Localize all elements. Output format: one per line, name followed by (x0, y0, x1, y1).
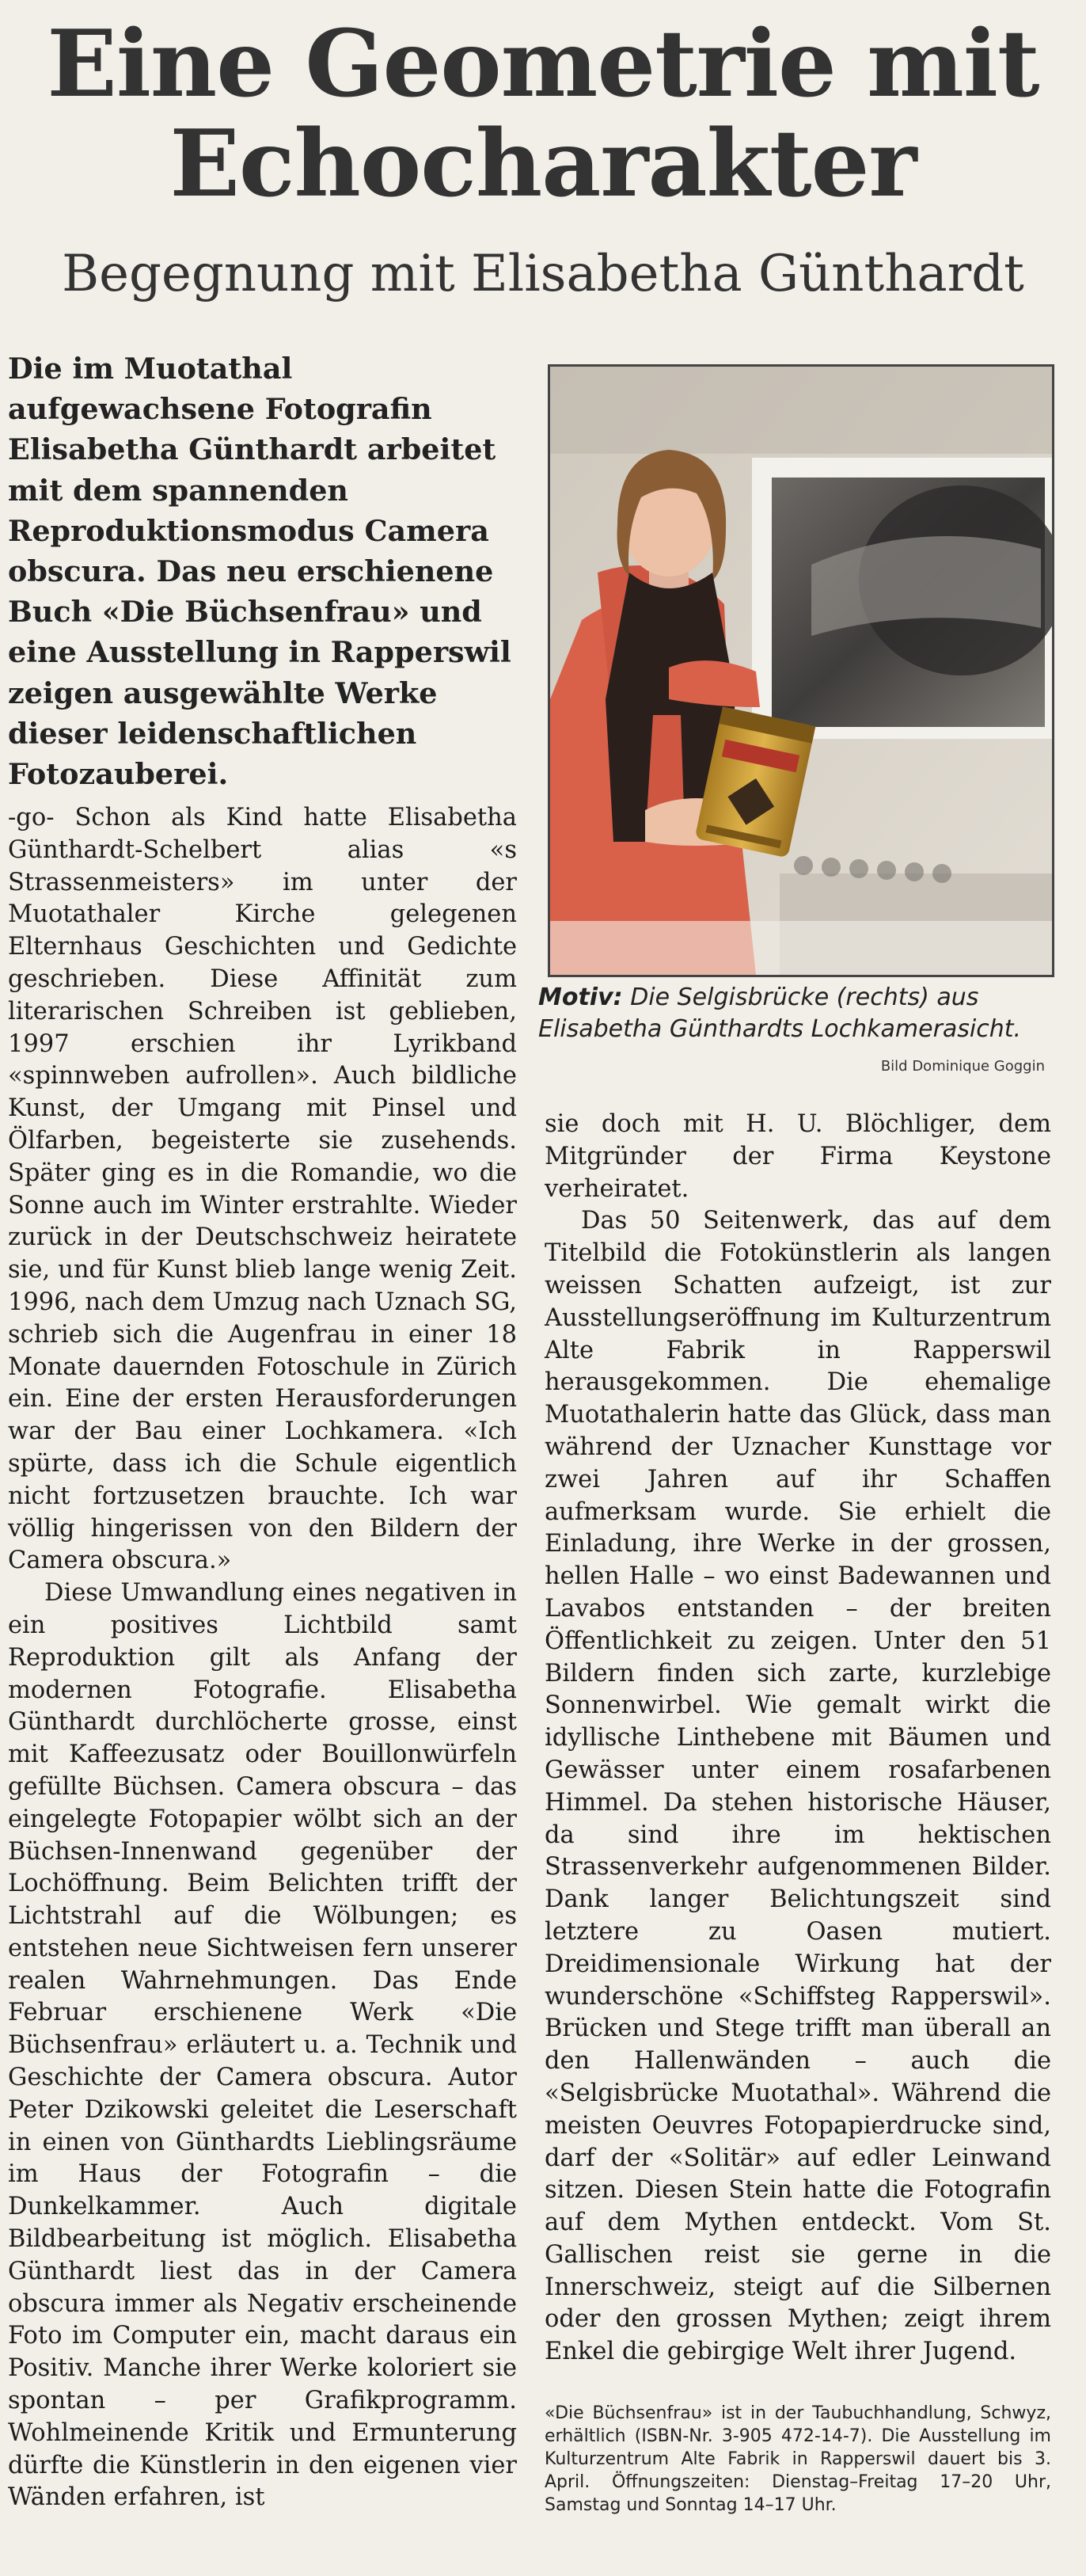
body-paragraph: sie doch mit H. U. Blöchliger, dem Mitgründer der Firma Keystone verheiratet. (545, 1110, 1051, 1203)
photo-credit: Bild Dominique Goggin (880, 1058, 1045, 1075)
headline-line-2: Echocharakter (169, 110, 917, 218)
body-paragraph: Diese Umwandlung eines negativen in ein positives Lichtbild samt Reproduktion gilt als Anfang der modernen Fotografie. Elisabetha Günthardt durchlöcherte grosse, einst mit Kaffeezusatz oder Bouillonwürfeln gefüllte Büchsen. Camera obscura – das eingelegte Fotopapier wölbt sich an der Büchsen-Innenwand gegenüber der Lochöffnung. Beim Belichten trifft der Lichtstrahl auf die Wölbungen; es entstehen neue Sichtweisen fern unserer realen Wahrnehmungen. Das Ende Februar erschienene Werk «Die Büchsenfrau» erläutert u. a. Technik und Geschichte der Camera obscura. Autor Peter Dzikowski geleitet die Leserschaft in einen von Günthardts Lieblingsräume im Haus der Fotografin – die Dunkelkammer. Auch digitale Bildbearbeitung ist möglich. Elisabetha Günthardt liest das in der Camera obscura immer als Negativ erscheinende Foto im Computer ein, macht daraus ein Positiv. Manche ihrer Werke koloriert sie spontan – per Grafikprogramm. Wohlmeinende Kritik und Ermunterung dürfte die Künstlerin in den eigenen vier Wänden erfahren, ist (8, 1579, 517, 2512)
lead-paragraph: Die im Muotathal aufgewachsene Fotografin Elisabetha Günthardt arbeitet mit dem spannenden Reproduktionsmodus Camera obscura. Das neu erschienene Buch «Die Büchsenfrau» und eine Ausstellung in Rapperswil zeigen ausgewählte Werke dieser leidenschaftlichen Fotozauberei. (8, 352, 511, 792)
subtitle: Begegnung mit Elisabetha Günthardt (62, 245, 1024, 303)
article-photo (548, 364, 1054, 977)
headline (0, 10, 1086, 218)
photo-portrait-illustration (550, 367, 1052, 975)
body-paragraph: Das 50 Seitenwerk, das auf dem Titelbild die Fotokünstlerin als langen weissen Schatten aufzeigt, ist zur Ausstellungseröffnung im Kulturzentrum Alte Fabrik in Rapperswil herausgekommen. Die ehemalige Muotathalerin hatte das Glück, dass man während der Uznacher Kunsttage vor zwei Jahren auf ihr Schaffen aufmerksam wurde. Sie erhielt die Einladung, ihre Werke in der grossen, hellen Halle – wo einst Badewannen und Lavabos entstanden – der breiten Öffentlichkeit zu zeigen. Unter den 51 Bildern finden sich zarte, kurzlebige Sonnenwirbel. Wie gemalt wirkt die idyllische Linthebene mit Bäumen und Gewässer unter einem rosafarbenen Himmel. Da stehen historische Häuser, da sind ihre im hektischen Strassenverkehr aufgenommenen Bilder. Dank langer Belichtungszeit sind letztere zu Oasen mutiert. Dreidimensionale Wirkung hat der wunderschöne «Schiffsteg Rapperswil». Brücken und Stege trifft man überall an den Hallenwänden – auch die «Selgisbrücke Muotathal». Während die meisten Oeuvres Fotopapierdrucke sind, darf der «Solitär» auf edler Leinwand sitzen. Diesen Stein hatte die Fotografin auf dem Mythen entdeckt. Vom St. Gallischen reist sie gerne in die Innerschweiz, steigt auf die Silbernen oder den grossen Mythen; zeigt ihrem Enkel die gebirgige Welt ihrer Jugend. (545, 1207, 1051, 2366)
photo-caption (538, 982, 1061, 1045)
caption-text: Die Selgisbrücke (rechts) aus Elisabetha Günthardts Lochkamerasicht. (538, 984, 1022, 1043)
body-column-1 (8, 802, 517, 2514)
headline-line-1: Eine Geometrie mit (47, 10, 1039, 118)
body-paragraph: -go- Schon als Kind hatte Elisabetha Günthardt-Schelbert alias «s Strassenmeisters» im unter der Muotathaler Kirche gelegenen Elternhaus Geschichten und Gedichte geschrieben. Diese Affinität zum literarischen Schreiben ist geblieben, 1997 erschien ihr Lyrikband «spinnweben aufrollen». Auch bildliche Kunst, der Umgang mit Pinsel und Ölfarben, begeisterte sie zusehends. Später ging es in die Romandie, wo die Sonne auch im Winter erstrahlte. Wieder zurück in der Deutschschweiz heiratete sie, und für Kunst blieb lange wenig Zeit. 1996, nach dem Umzug nach Uznach SG, schrieb sich die Augenfrau in einer 18 Monate dauernden Fotoschule in Zürich ein. Eine der ersten Herausforderungen war der Bau einer Lochkamera. «Ich spürte, dass ich die Schule eigentlich nicht fortzusetzen brauchte. Ich war völlig hingerissen von den Bildern der Camera obscura.» (8, 804, 517, 1575)
book-exhibition-note: «Die Büchsenfrau» ist in der Taubuchhandlung, Schwyz, erhältlich (ISBN-Nr. 3-905 472-14-7). Die Ausstellung im Kulturzentrum Alte Fabrik in Rapperswil dauert bis 3. April. Öffnungszeiten: Dienstag–Freitag 17–20 Uhr, Samstag und Sonntag 14–17 Uhr. (545, 2403, 1051, 2515)
body-column-2 (545, 1109, 1051, 2369)
caption-label: Motiv: (538, 984, 623, 1011)
